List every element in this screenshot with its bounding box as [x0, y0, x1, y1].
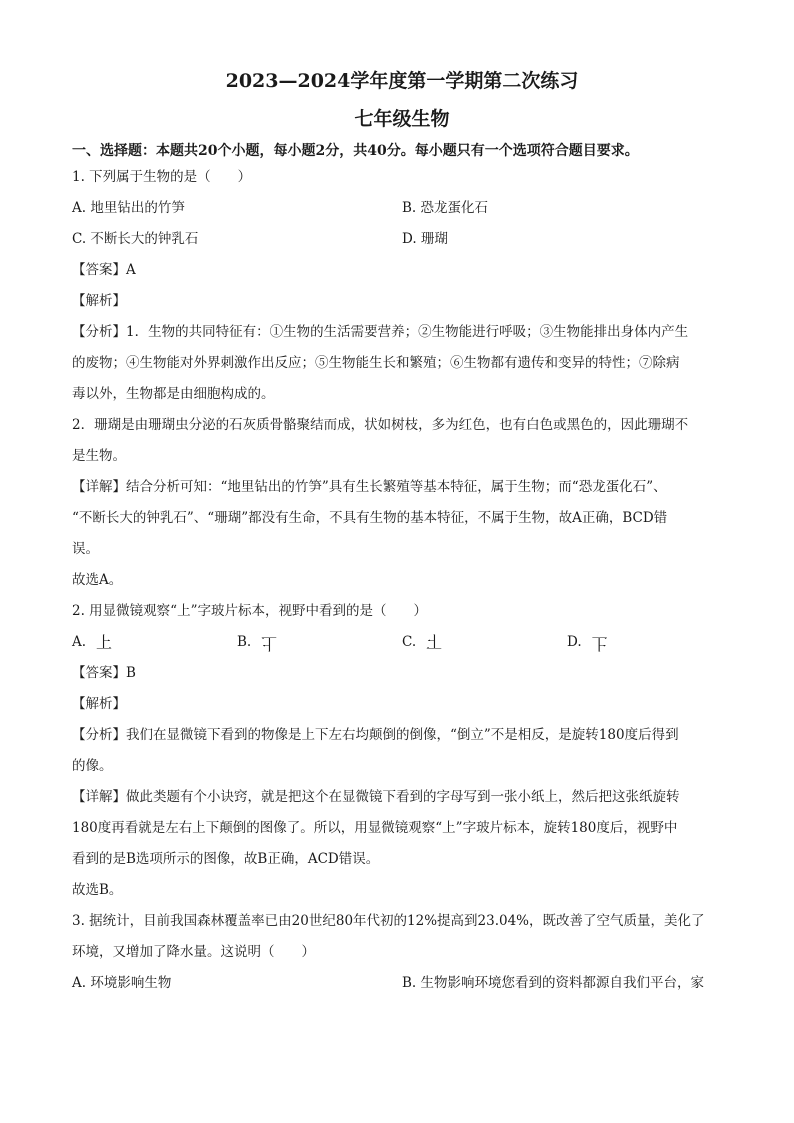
q1-analysis-line: 是生物。 — [72, 448, 126, 464]
q2-option-a-label: A. — [72, 634, 87, 650]
q1-conclusion: 故选A。 — [72, 572, 123, 588]
page-title: 2023—2024学年度第一学期第二次练习 — [225, 70, 579, 92]
q2-option-d — [567, 627, 732, 658]
q1-detail-line: “不断长大的钟乳石”、“珊瑚”都没有生命，不具有生物的基本特征，不属于生物，故A正确，BCD错 — [72, 510, 668, 526]
q3-option-b: B. 生物影响环境您看到的资料都源自我们平台，家 — [402, 975, 705, 991]
q2-option-c-label: C. — [402, 634, 417, 650]
q1-detail-line: 【详解】结合分析可知：“地里钻出的竹笋”具有生长繁殖等基本特征，属于生物；而“恐龙蛋化石”、 — [72, 479, 667, 495]
q2-stem: 2. 用显微镜观察“上”字玻片标本，视野中看到的是（ ） — [72, 603, 427, 619]
q1-analysis-line: 毒以外，生物都是由细胞构成的。 — [72, 386, 275, 402]
q2-option-d-glyph: 上 — [591, 633, 608, 653]
q1-option-d: D. 珊瑚 — [402, 231, 448, 247]
q2-analysis-line: 【分析】我们在显微镜下看到的物像是上下左右均颠倒的倒像，“倒立”不是相反，是旋转180度后得到 — [72, 727, 679, 743]
q2-option-b-glyph: 上 — [261, 633, 278, 653]
q3-option-a: A. 环境影响生物 — [72, 975, 172, 991]
q2-detail-line: 180度再看就是左右上下颠倒的图像了。所以，用显微镜观察“上”字玻片标本，旋转180度后，视野中 — [72, 820, 678, 836]
q3-stem-line: 环境，又增加了降水量。这说明（ ） — [72, 944, 315, 960]
q2-detail-line: 看到的是B选项所示的图像，故B正确，ACD错误。 — [72, 851, 380, 867]
q1-answer: 【答案】A — [72, 262, 136, 278]
q2-detail-line: 【详解】做此类题有个小诀窍，就是把这个在显微镜下看到的字母写到一张小纸上，然后把这张纸旋转 — [72, 789, 680, 805]
q2-analysis-line: 的像。 — [72, 758, 113, 774]
page-subtitle: 七年级生物 — [354, 108, 450, 130]
q2-option-b-label: B. — [237, 634, 252, 650]
section-heading: 一、选择题：本题共20个小题，每小题2分，共40分。每小题只有一个选项符合题目要求。 — [72, 143, 639, 159]
q2-jiexi-label: 【解析】 — [72, 696, 126, 712]
q1-options-row1 — [72, 193, 732, 224]
q2-option-b — [237, 627, 402, 658]
q1-analysis-line: 的废物；④生物能对外界刺激作出反应；⑤生物能生长和繁殖；⑥生物都有遗传和变异的特性；⑦除病 — [72, 355, 680, 371]
q1-stem: 1. 下列属于生物的是（ ） — [72, 169, 252, 185]
q1-detail-line: 误。 — [72, 541, 99, 557]
q3-options-row1 — [72, 968, 732, 999]
q2-option-c — [402, 627, 567, 658]
q1-options-row2 — [72, 224, 732, 255]
q1-jiexi-label: 【解析】 — [72, 293, 126, 309]
q2-option-a — [72, 627, 237, 658]
q2-option-a-glyph: 上 — [96, 632, 113, 652]
q1-option-a: A. 地里钻出的竹笋 — [72, 200, 185, 216]
q2-conclusion: 故选B。 — [72, 882, 123, 898]
q2-answer: 【答案】B — [72, 665, 136, 681]
q3-stem-line: 3. 据统计，目前我国森林覆盖率已由20世纪80年代初的12%提高到23.04%，既改善了空气质量，美化了 — [72, 913, 705, 929]
q1-analysis-line: 【分析】1．生物的共同特征有：①生物的生活需要营养；②生物能进行呼吸；③生物能排出身体内产生 — [72, 324, 689, 340]
q1-option-c: C. 不断长大的钟乳石 — [72, 231, 199, 247]
q1-option-b: B. 恐龙蛋化石 — [402, 200, 489, 216]
document-page — [72, 64, 732, 999]
q2-option-d-label: D. — [567, 634, 582, 650]
q2-option-c-glyph: 上 — [426, 632, 443, 652]
q1-analysis-line: 2．珊瑚是由珊瑚虫分泌的石灰质骨骼聚结而成，状如树枝，多为红色，也有白色或黑色的，因此珊瑚不 — [72, 417, 689, 433]
q2-options — [72, 627, 732, 658]
